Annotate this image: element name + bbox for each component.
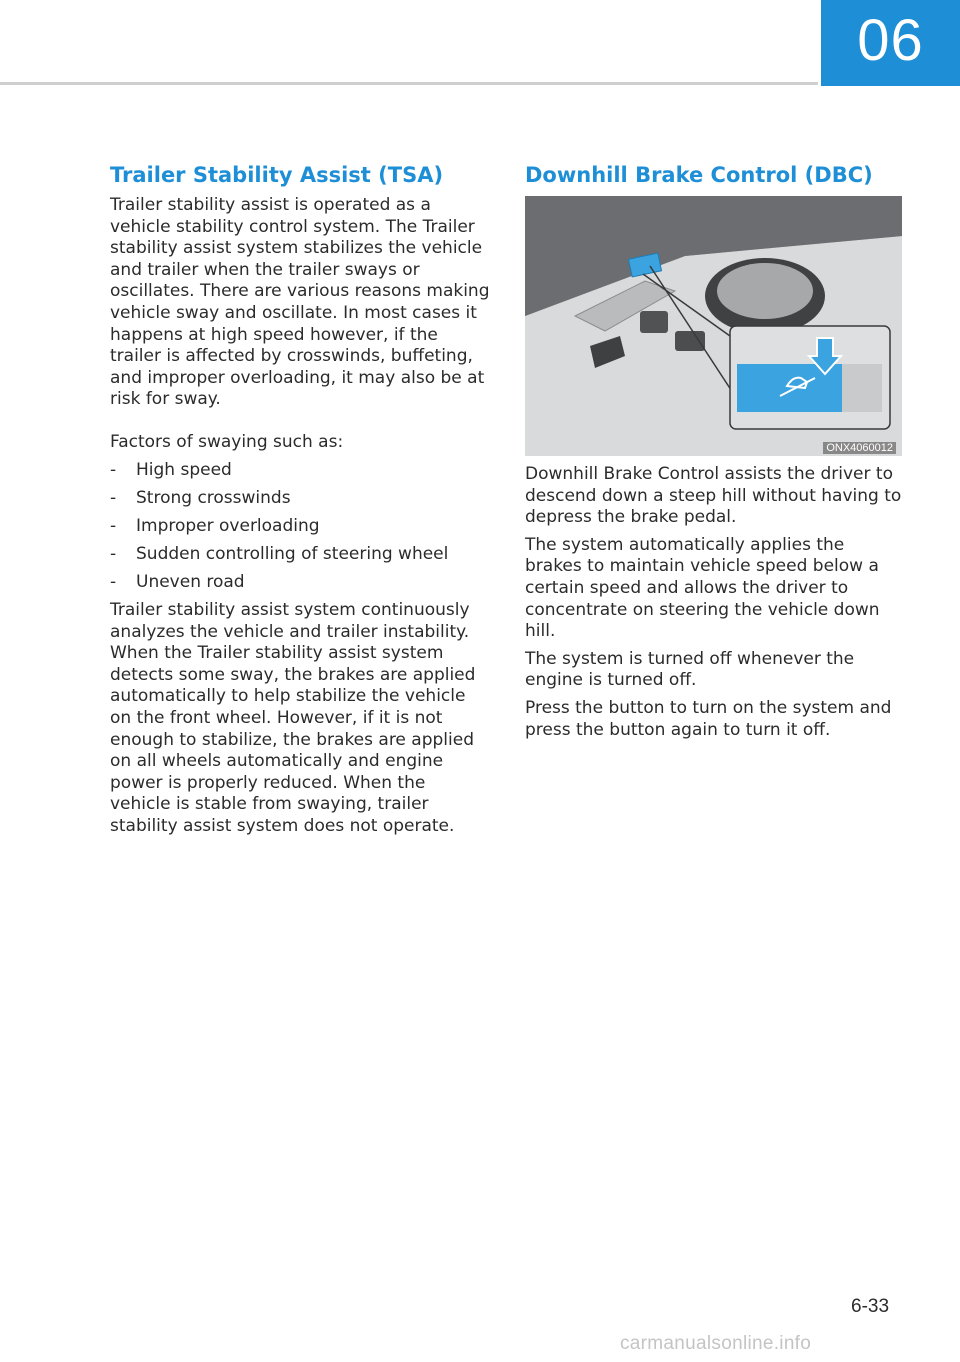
- dbc-paragraph-2: The system automatically applies the brakes to maintain vehicle speed below a certain speed and allows the driver to concentrate on steering the vehicle down hill.: [525, 534, 880, 642]
- right-column: [525, 160, 905, 741]
- list-dash: -: [110, 571, 117, 592]
- list-item-text: High speed: [136, 459, 232, 480]
- sway-factors-intro: Factors of swaying such as:: [110, 431, 344, 452]
- list-dash: -: [110, 459, 117, 480]
- figure-code: ONX4060012: [823, 442, 896, 454]
- chapter-number: 06: [857, 7, 924, 73]
- list-dash: -: [110, 487, 117, 508]
- list-dash: -: [110, 515, 117, 536]
- left-column: [110, 160, 490, 838]
- list-item-text: Uneven road: [136, 571, 245, 592]
- list-item: [110, 516, 490, 538]
- dbc-paragraph-4: Press the button to turn on the system and press the button again to turn it off.: [525, 697, 892, 740]
- tsa-heading: Trailer Stability Assist (TSA): [110, 163, 444, 187]
- tsa-operation-paragraph: Trailer stability assist system continuously analyzes the vehicle and trailer instability. When the Trailer stability assist system detects some sway, the brakes are applied automatically to help stabilize the vehicle on the front wheel. However, if it is not enough to stabilize, the brakes are applied on all wheels automatically and engine power is properly reduced. When the vehicle is stable from swaying, trailer stability assist system does not operate.: [110, 600, 476, 836]
- dbc-heading: Downhill Brake Control (DBC): [525, 163, 873, 187]
- dbc-paragraph-1: Downhill Brake Control assists the driver to descend down a steep hill without having to depress the brake pedal.: [525, 464, 902, 528]
- list-dash: -: [110, 543, 117, 564]
- list-item: [110, 544, 490, 566]
- list-item: [110, 572, 490, 594]
- dbc-button-figure: [525, 196, 902, 456]
- chapter-tab: [821, 0, 960, 86]
- tsa-intro-paragraph: Trailer stability assist is operated as a vehicle stability control system. The Trailer stability assist system stabilizes the vehicle and trailer when the trailer sways or oscillates. There are various reasons making vehicle sway and oscillate. In most cases it happens at high speed however, if the trailer is affected by crosswinds, buffeting, and improper overloading, it may also be at risk for sway.: [110, 195, 490, 410]
- dbc-paragraph-3: The system is turned off whenever the engine is turned off.: [525, 648, 855, 691]
- header-rule: [0, 82, 818, 85]
- sway-factors-list: [110, 460, 490, 594]
- list-item: [110, 460, 490, 482]
- console-illustration: [525, 196, 902, 456]
- list-item: [110, 488, 490, 510]
- list-item-text: Sudden controlling of steering wheel: [136, 543, 449, 564]
- list-item-text: Improper overloading: [136, 515, 320, 536]
- page-number: 6-33: [851, 1296, 890, 1317]
- list-item-text: Strong crosswinds: [136, 487, 291, 508]
- watermark: carmanualsonline.info: [620, 1333, 812, 1354]
